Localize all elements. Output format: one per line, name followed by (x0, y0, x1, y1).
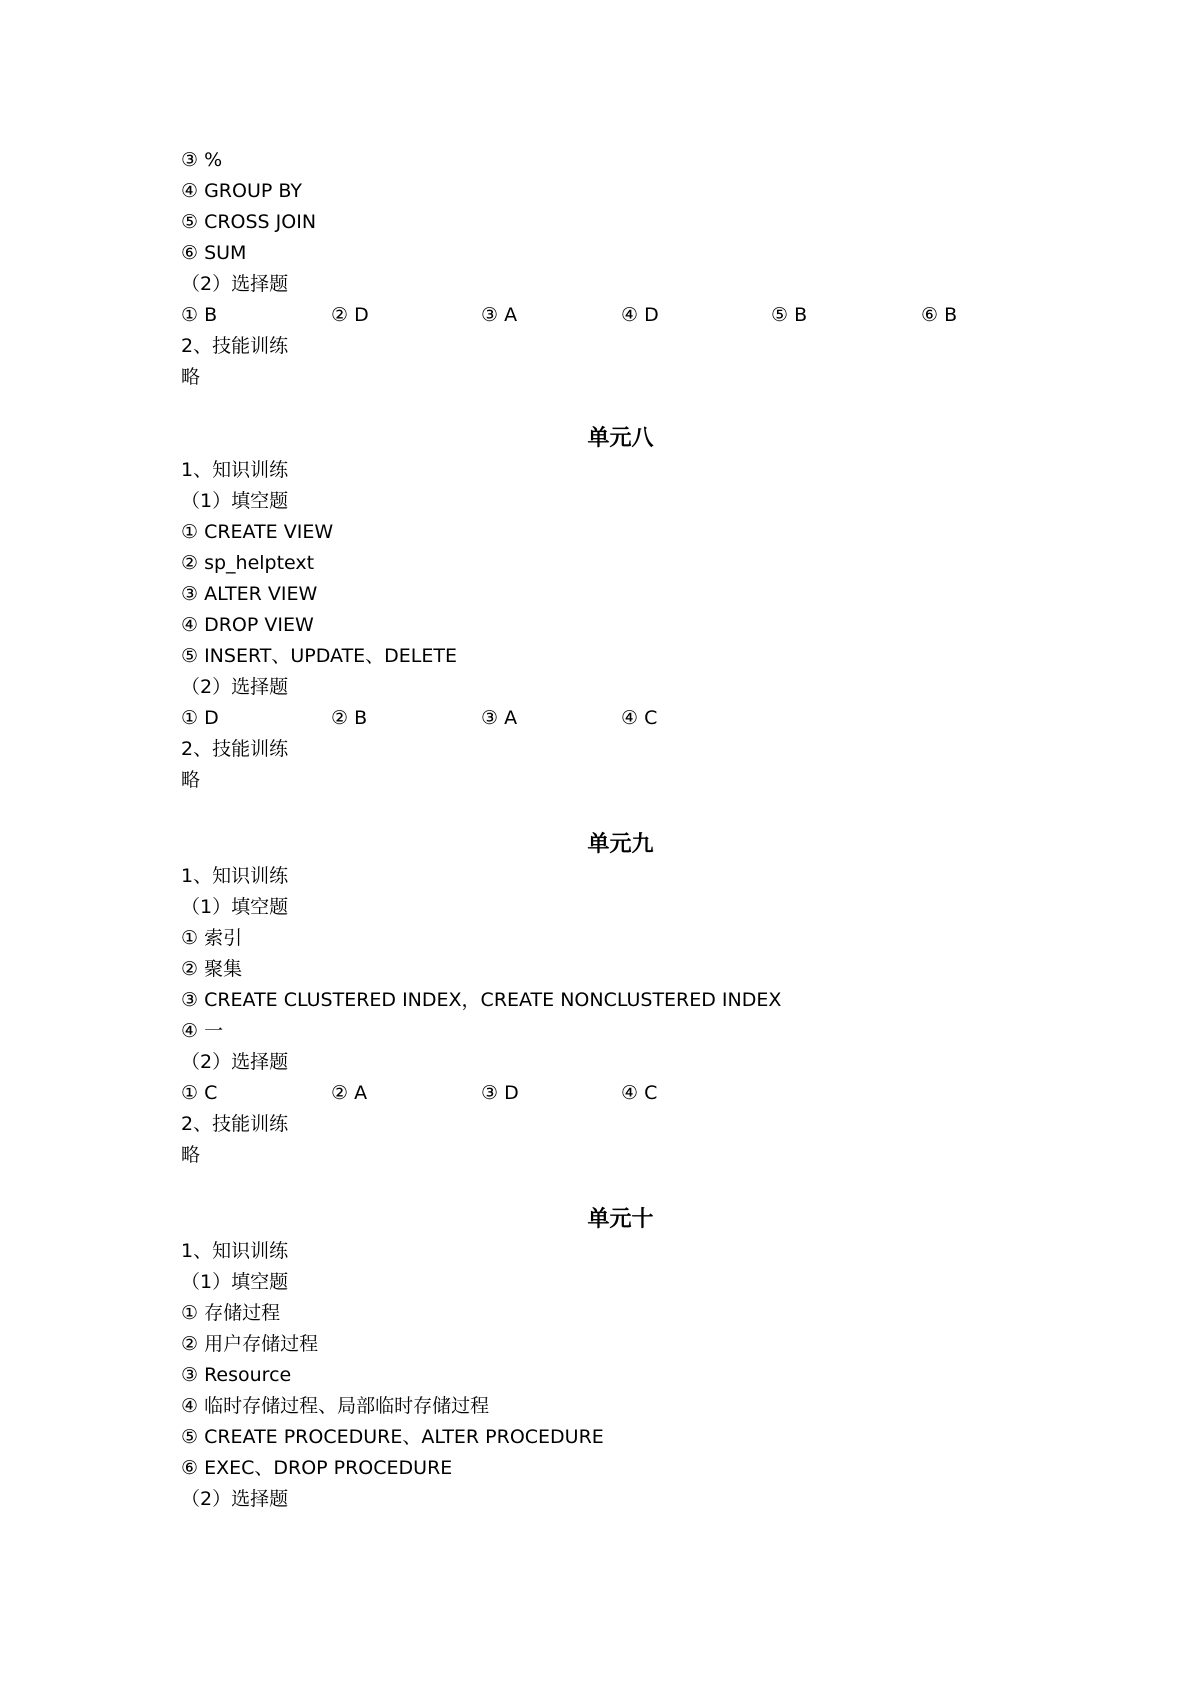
fill-item: ② 聚集 (181, 958, 243, 980)
choice-answer: ⑥ B (921, 304, 958, 326)
fill-item: ④ DROP VIEW (181, 614, 314, 636)
choice-answer: ① B (181, 304, 218, 326)
fill-item: ⑥ EXEC、DROP PROCEDURE (181, 1457, 453, 1479)
skill-heading: 2、技能训练 (181, 1113, 289, 1135)
skill-heading: 2、技能训练 (181, 335, 289, 357)
fill-item: ⑤ INSERT、UPDATE、DELETE (181, 645, 458, 667)
choice-heading: （2）选择题 (181, 1051, 289, 1073)
choice-heading: （2）选择题 (181, 676, 289, 698)
fill-item: ④ 临时存储过程、局部临时存储过程 (181, 1395, 490, 1417)
choice-answer: ③ A (481, 707, 518, 729)
fill-heading: （1）填空题 (181, 1271, 289, 1293)
skill-text: 略 (181, 1144, 201, 1166)
choice-answer: ① D (181, 707, 219, 729)
knowledge-heading: 1、知识训练 (181, 459, 289, 481)
choice-heading: （2）选择题 (181, 1488, 289, 1510)
choice-answer: ④ C (621, 707, 658, 729)
unit-title: 单元八 (587, 425, 654, 451)
fill-item: ⑥ SUM (181, 242, 247, 264)
knowledge-heading: 1、知识训练 (181, 1240, 289, 1262)
fill-heading: （1）填空题 (181, 490, 289, 512)
fill-item: ④ GROUP BY (181, 180, 302, 202)
choice-answer: ② D (331, 304, 369, 326)
fill-item: ③ CREATE CLUSTERED INDEX，CREATE NONCLUSTERED INDEX (181, 989, 782, 1011)
fill-item: ③ ALTER VIEW (181, 583, 318, 605)
choice-answer: ④ C (621, 1082, 658, 1104)
fill-item: ⑤ CREATE PROCEDURE、ALTER PROCEDURE (181, 1426, 604, 1448)
choice-answer: ③ A (481, 304, 518, 326)
choice-answer: ③ D (481, 1082, 519, 1104)
unit-title: 单元十 (587, 1206, 654, 1232)
fill-heading: （1）填空题 (181, 896, 289, 918)
choice-answer: ② A (331, 1082, 368, 1104)
fill-item: ⑤ CROSS JOIN (181, 211, 317, 233)
fill-item: ② sp_helptext (181, 552, 315, 574)
skill-heading: 2、技能训练 (181, 738, 289, 760)
fill-item: ① 存储过程 (181, 1302, 281, 1324)
knowledge-heading: 1、知识训练 (181, 865, 289, 887)
fill-item: ① 索引 (181, 927, 243, 949)
choice-answer: ⑤ B (771, 304, 808, 326)
fill-item: ② 用户存储过程 (181, 1333, 319, 1355)
choice-answer: ④ D (621, 304, 659, 326)
skill-text: 略 (181, 769, 201, 791)
skill-text: 略 (181, 366, 201, 388)
fill-item: ③ % (181, 149, 223, 171)
unit-title: 单元九 (587, 831, 654, 857)
fill-item: ④ 一 (181, 1020, 224, 1042)
choice-answer: ① C (181, 1082, 218, 1104)
choice-answer: ② B (331, 707, 368, 729)
choice-heading: （2）选择题 (181, 273, 289, 295)
fill-item: ① CREATE VIEW (181, 521, 334, 543)
fill-item: ③ Resource (181, 1364, 292, 1386)
